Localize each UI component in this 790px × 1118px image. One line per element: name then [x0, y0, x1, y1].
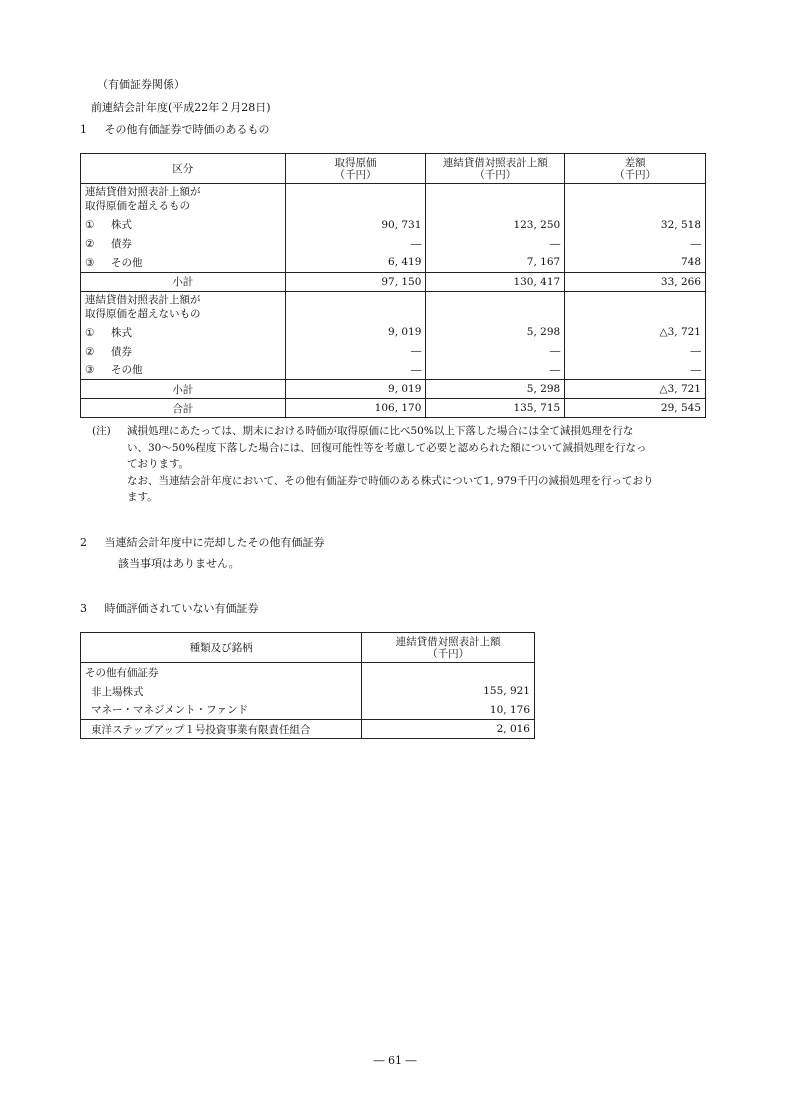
section1-text: その他有価証券で時価のあるもの [104, 123, 270, 136]
note-line: なお、当連結会計年度において、その他有価証券で時価のある株式について1, 979千円の減損処理を行っており [127, 474, 654, 487]
cell-book: ― [426, 342, 565, 361]
group1-label-row [81, 184, 706, 216]
header-book-value: 連結貸借対照表計上額 （千円） [426, 154, 565, 184]
table-row [81, 215, 706, 234]
row-name: その他 [111, 256, 143, 269]
cell-book: 135, 715 [426, 399, 565, 418]
subtotal-label: 小計 [81, 380, 286, 399]
cell-book: 7, 167 [426, 253, 565, 272]
cell-cost: 6, 419 [285, 253, 426, 272]
header-category: 区分 [81, 154, 286, 184]
section2-body: 該当事項はありません。 [118, 557, 240, 570]
cell-diff: △3, 721 [565, 323, 706, 342]
total-row [81, 399, 706, 418]
section2-text: 当連結会計年度中に売却したその他有価証券 [104, 536, 325, 549]
row-marker: ① [85, 219, 95, 231]
cell-cost: 106, 170 [285, 399, 426, 418]
section3-title [80, 600, 259, 616]
row-marker: ③ [85, 256, 95, 269]
header-book-value: 連結貸借対照表計上額 （千円） [362, 633, 535, 663]
note-label: (注) [92, 425, 111, 437]
cell-cost: 90, 731 [285, 215, 426, 234]
row-value: 2, 016 [362, 720, 535, 739]
cell-cost: 97, 150 [285, 272, 426, 291]
cell-cost: ― [285, 234, 426, 253]
note-body [127, 423, 653, 506]
header-difference: 差額 （千円） [565, 154, 706, 184]
section-heading: （有価証券関係） [97, 78, 185, 91]
row-name: 非上場株式 [81, 682, 362, 701]
table-row [81, 342, 706, 361]
note-line: 減損処理にあたっては、期末における時価が取得原価に比べ50%以上下落した場合には全て減損処理を行な [127, 425, 634, 437]
cell-book: 130, 417 [426, 272, 565, 291]
section2-title [80, 534, 325, 550]
row-value: 10, 176 [362, 701, 535, 720]
cell-cost: 9, 019 [285, 323, 426, 342]
subtotal-label: 小計 [81, 272, 286, 291]
row-marker: ① [85, 326, 95, 339]
cell-diff: ― [565, 342, 706, 361]
table-row [81, 361, 706, 380]
cell-book: 123, 250 [426, 215, 565, 234]
category-row [81, 663, 535, 682]
row-name: 株式 [111, 326, 132, 339]
securities-market-value-table [80, 153, 706, 418]
note-line: ます。 [127, 491, 158, 503]
section1-title [80, 121, 270, 137]
cell-book: 5, 298 [426, 323, 565, 342]
section1-number: 1 [80, 123, 87, 136]
section3-number: 3 [80, 602, 87, 615]
cell-cost: 9, 019 [285, 380, 426, 399]
cell-diff: 748 [565, 253, 706, 272]
cell-diff: ― [565, 234, 706, 253]
cell-book: ― [426, 361, 565, 380]
category-label: その他有価証券 [81, 663, 362, 682]
row-marker: ② [85, 238, 95, 250]
note-line: い、30～50%程度下落した場合には、回復可能性等を考慮して必要と認められた額について減損処理を行なっ [127, 441, 647, 454]
section3-text: 時価評価されていない有価証券 [104, 602, 259, 615]
cell-book: 5, 298 [426, 380, 565, 399]
subtotal-row [81, 272, 706, 291]
cell-diff: ― [565, 361, 706, 380]
row-name: 債券 [111, 345, 132, 358]
group2-label: 連結貸借対照表計上額が 取得原価を超えないもの [81, 291, 286, 323]
row-name: 東洋ステップアップ１号投資事業有限責任組合 [81, 720, 362, 739]
table-header-row [81, 633, 535, 663]
note-line: ております。 [127, 458, 190, 470]
row-value: 155, 921 [362, 682, 535, 701]
table-row [81, 253, 706, 272]
row-name: マネー・マネジメント・ファンド [81, 701, 362, 720]
row-marker: ③ [85, 364, 95, 377]
cell-diff: 29, 545 [565, 399, 706, 418]
group2-label-row [81, 291, 706, 323]
table-row [81, 323, 706, 342]
cell-diff: 32, 518 [565, 215, 706, 234]
unlisted-securities-table [80, 632, 535, 739]
group1-label: 連結貸借対照表計上額が 取得原価を超えるもの [81, 184, 286, 216]
row-marker: ② [85, 345, 95, 358]
table-row [81, 720, 535, 739]
row-name: 債券 [111, 238, 132, 250]
table-row [81, 701, 535, 720]
cell-cost: ― [285, 342, 426, 361]
cell-diff: △3, 721 [565, 380, 706, 399]
period-label: 前連結会計年度(平成22年２月28日) [91, 101, 271, 114]
cell-cost: ― [285, 361, 426, 380]
page-number: ― 61 ― [373, 1054, 417, 1067]
cell-diff: 33, 266 [565, 272, 706, 291]
table-header-row [81, 154, 706, 184]
header-acquisition-cost: 取得原価 （千円） [285, 154, 426, 184]
table-row [81, 234, 706, 253]
table-row [81, 682, 535, 701]
cell-book: ― [426, 234, 565, 253]
total-label: 合計 [81, 399, 286, 418]
row-name: その他 [111, 364, 143, 377]
row-name: 株式 [111, 219, 132, 231]
section2-number: 2 [80, 536, 87, 549]
subtotal-row [81, 380, 706, 399]
header-type: 種類及び銘柄 [81, 633, 362, 663]
